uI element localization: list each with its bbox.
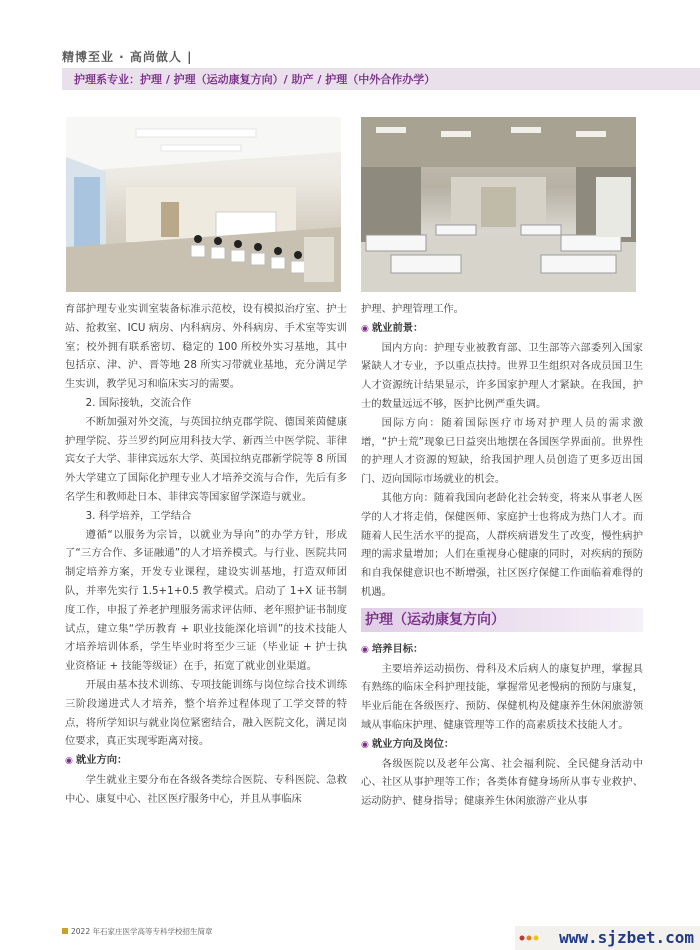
- page-footer: [62, 926, 212, 937]
- paragraph-other: 其他方向：随着我国向老龄化社会转变，将来从事老人医学的人才将走俏，保健医师、家庭护士也将成为热门人才。而随着人民生活水平的提高，人群疾病谱发生了改变，慢性病护理的需求量增加；人们在重视身心健康的同时，对疾病的预防和自我保健意识也不断增强，社区医疗保健工作面临着难得的机遇。: [361, 491, 643, 598]
- category-title: 护理系专业：护理 / 护理（运动康复方向）/ 助产 / 护理（中外合作办学）: [74, 73, 436, 86]
- right-text-column: [361, 300, 643, 811]
- subheading-employment-label: 就业方向：: [75, 754, 128, 767]
- subheading-goals: [361, 640, 643, 660]
- hospital-ward-photo: [361, 117, 636, 292]
- site-watermark: [515, 926, 700, 950]
- subheading-prospects-label: 就业前景：: [371, 321, 424, 334]
- paragraph-international: 不断加强对外交流，与英国拉纳克郡学院、德国莱茵健康护理学院、芬兰罗约阿应用科技大学、新西兰中医学院、菲律宾女子大学、菲律宾远东大学、英国拉纳克郡新学院等 8 所国外大学建立了国际化护理专业人才培养交流与合作，先后有多名学生和教师赴日本、菲律宾等国家留学深造与就业。: [65, 415, 347, 503]
- paragraph-facilities: 育部护理专业实训室装备标准示范校，设有模拟治疗室、护士站、抢救室、ICU 病房、内科病房、外科病房、手术室等实训室；校外拥有联系密切、稳定的 100 所校外实习基地，其中包括京、津、沪、晋等地 28 所实习带就业基地，充分满足学生实训，教学见习和临床实习的需要。: [65, 303, 347, 391]
- bullet-icon: ◉: [361, 739, 369, 750]
- training-room-photo: [66, 117, 341, 292]
- subheading-positions-label: 就业方向及岗位：: [371, 737, 455, 750]
- bullet-icon: ◉: [361, 644, 369, 655]
- bullet-icon: ◉: [65, 756, 73, 767]
- watermark-dots-icon: [519, 932, 539, 944]
- footer-square-icon: [62, 928, 68, 934]
- heading-training: 3. 科学培养，工学结合: [85, 509, 192, 522]
- left-text-column: [65, 300, 347, 809]
- subheading-positions: [361, 735, 643, 755]
- paragraph-goals: 主要培养运动损伤、骨科及术后病人的康复护理，掌握具有熟练的临床全科护理技能，掌握常见老慢病的预防与康复，毕业后能在各级医疗、预防、保健机构及健康养生休闲旅游领域从事临床护理、健康管理等工作的高素质技术技能人才。: [361, 662, 643, 731]
- section-title-rehab: 护理（运动康复方向）: [361, 608, 643, 632]
- subheading-employment: [65, 751, 347, 771]
- paragraph-employment-cont: 护理、护理管理工作。: [361, 303, 464, 315]
- subheading-goals-label: 培养目标：: [371, 642, 424, 655]
- paragraph-training-2: 开展由基本技术训练、专项技能训练与岗位综合技术训练三阶段递进式人才培养，整个培养过程体现了工学交替的特点，将所学知识与就业岗位紧密结合，融入医院文化，满足岗位要求，真正实现零距离对接。: [65, 678, 347, 748]
- paragraph-domestic: 国内方向：护理专业被教育部、卫生部等六部委列入国家紧缺人才专业，予以重点扶持。世界卫生组织对各成员国卫生人才资源统计结果显示，许多国家护理人才紧缺。在我国，护士的数量远远不够，医护比例严重失调。: [361, 341, 643, 410]
- paragraph-training-1: 遵循“以服务为宗旨，以就业为导向”的办学方针，形成了“三方合作、多证融通”的人才培养模式。与行业、医院共同制定培养方案，开发专业课程，建设实训基地，打造双师团队，并率先实行 1.5+1+0.5 教学模式。启动了 1+X 证书制度工作，申报了养老护理服务需求评估师、老年照护证书制度试点，建立集“学历教育 + 职业技能深化培训”的技术技能人才培养培训体系，学生毕业时将至少三证（毕业证 + 护士执业资格证 + 技能等级证）在手，拓宽了就业创业渠道。: [65, 528, 347, 673]
- category-banner: [62, 68, 700, 90]
- paragraph-employment: 学生就业主要分布在各级各类综合医院、专科医院、急救中心、康复中心、社区医疗服务中心，并且从事临床: [65, 773, 347, 805]
- paragraph-positions: 各级医院以及老年公寓、社会福利院、全民健身活动中心、社区从事护理等工作；各类体育健身场所从事专业救护、运动防护、健身指导；健康养生休闲旅游产业从事: [361, 757, 643, 808]
- subheading-prospects: [361, 319, 643, 339]
- footer-text: 2022 年石家庄医学高等专科学校招生简章: [71, 927, 213, 936]
- paragraph-international-market: 国际方向：随着国际医疗市场对护理人员的需求激增，“护士荒”现象已日益突出地摆在各国医学界面前。世界性的护理人才资源的短缺，给我国护理人员创造了更多迈出国门、迈向国际市场就业的机会。: [361, 416, 643, 486]
- heading-international: 2. 国际接轨，交流合作: [85, 396, 192, 409]
- watermark-text: www.sjzbet.com: [559, 928, 694, 947]
- bullet-icon: ◉: [361, 323, 369, 334]
- header-slogan: 精博至业 · 高尚做人 |: [62, 50, 193, 64]
